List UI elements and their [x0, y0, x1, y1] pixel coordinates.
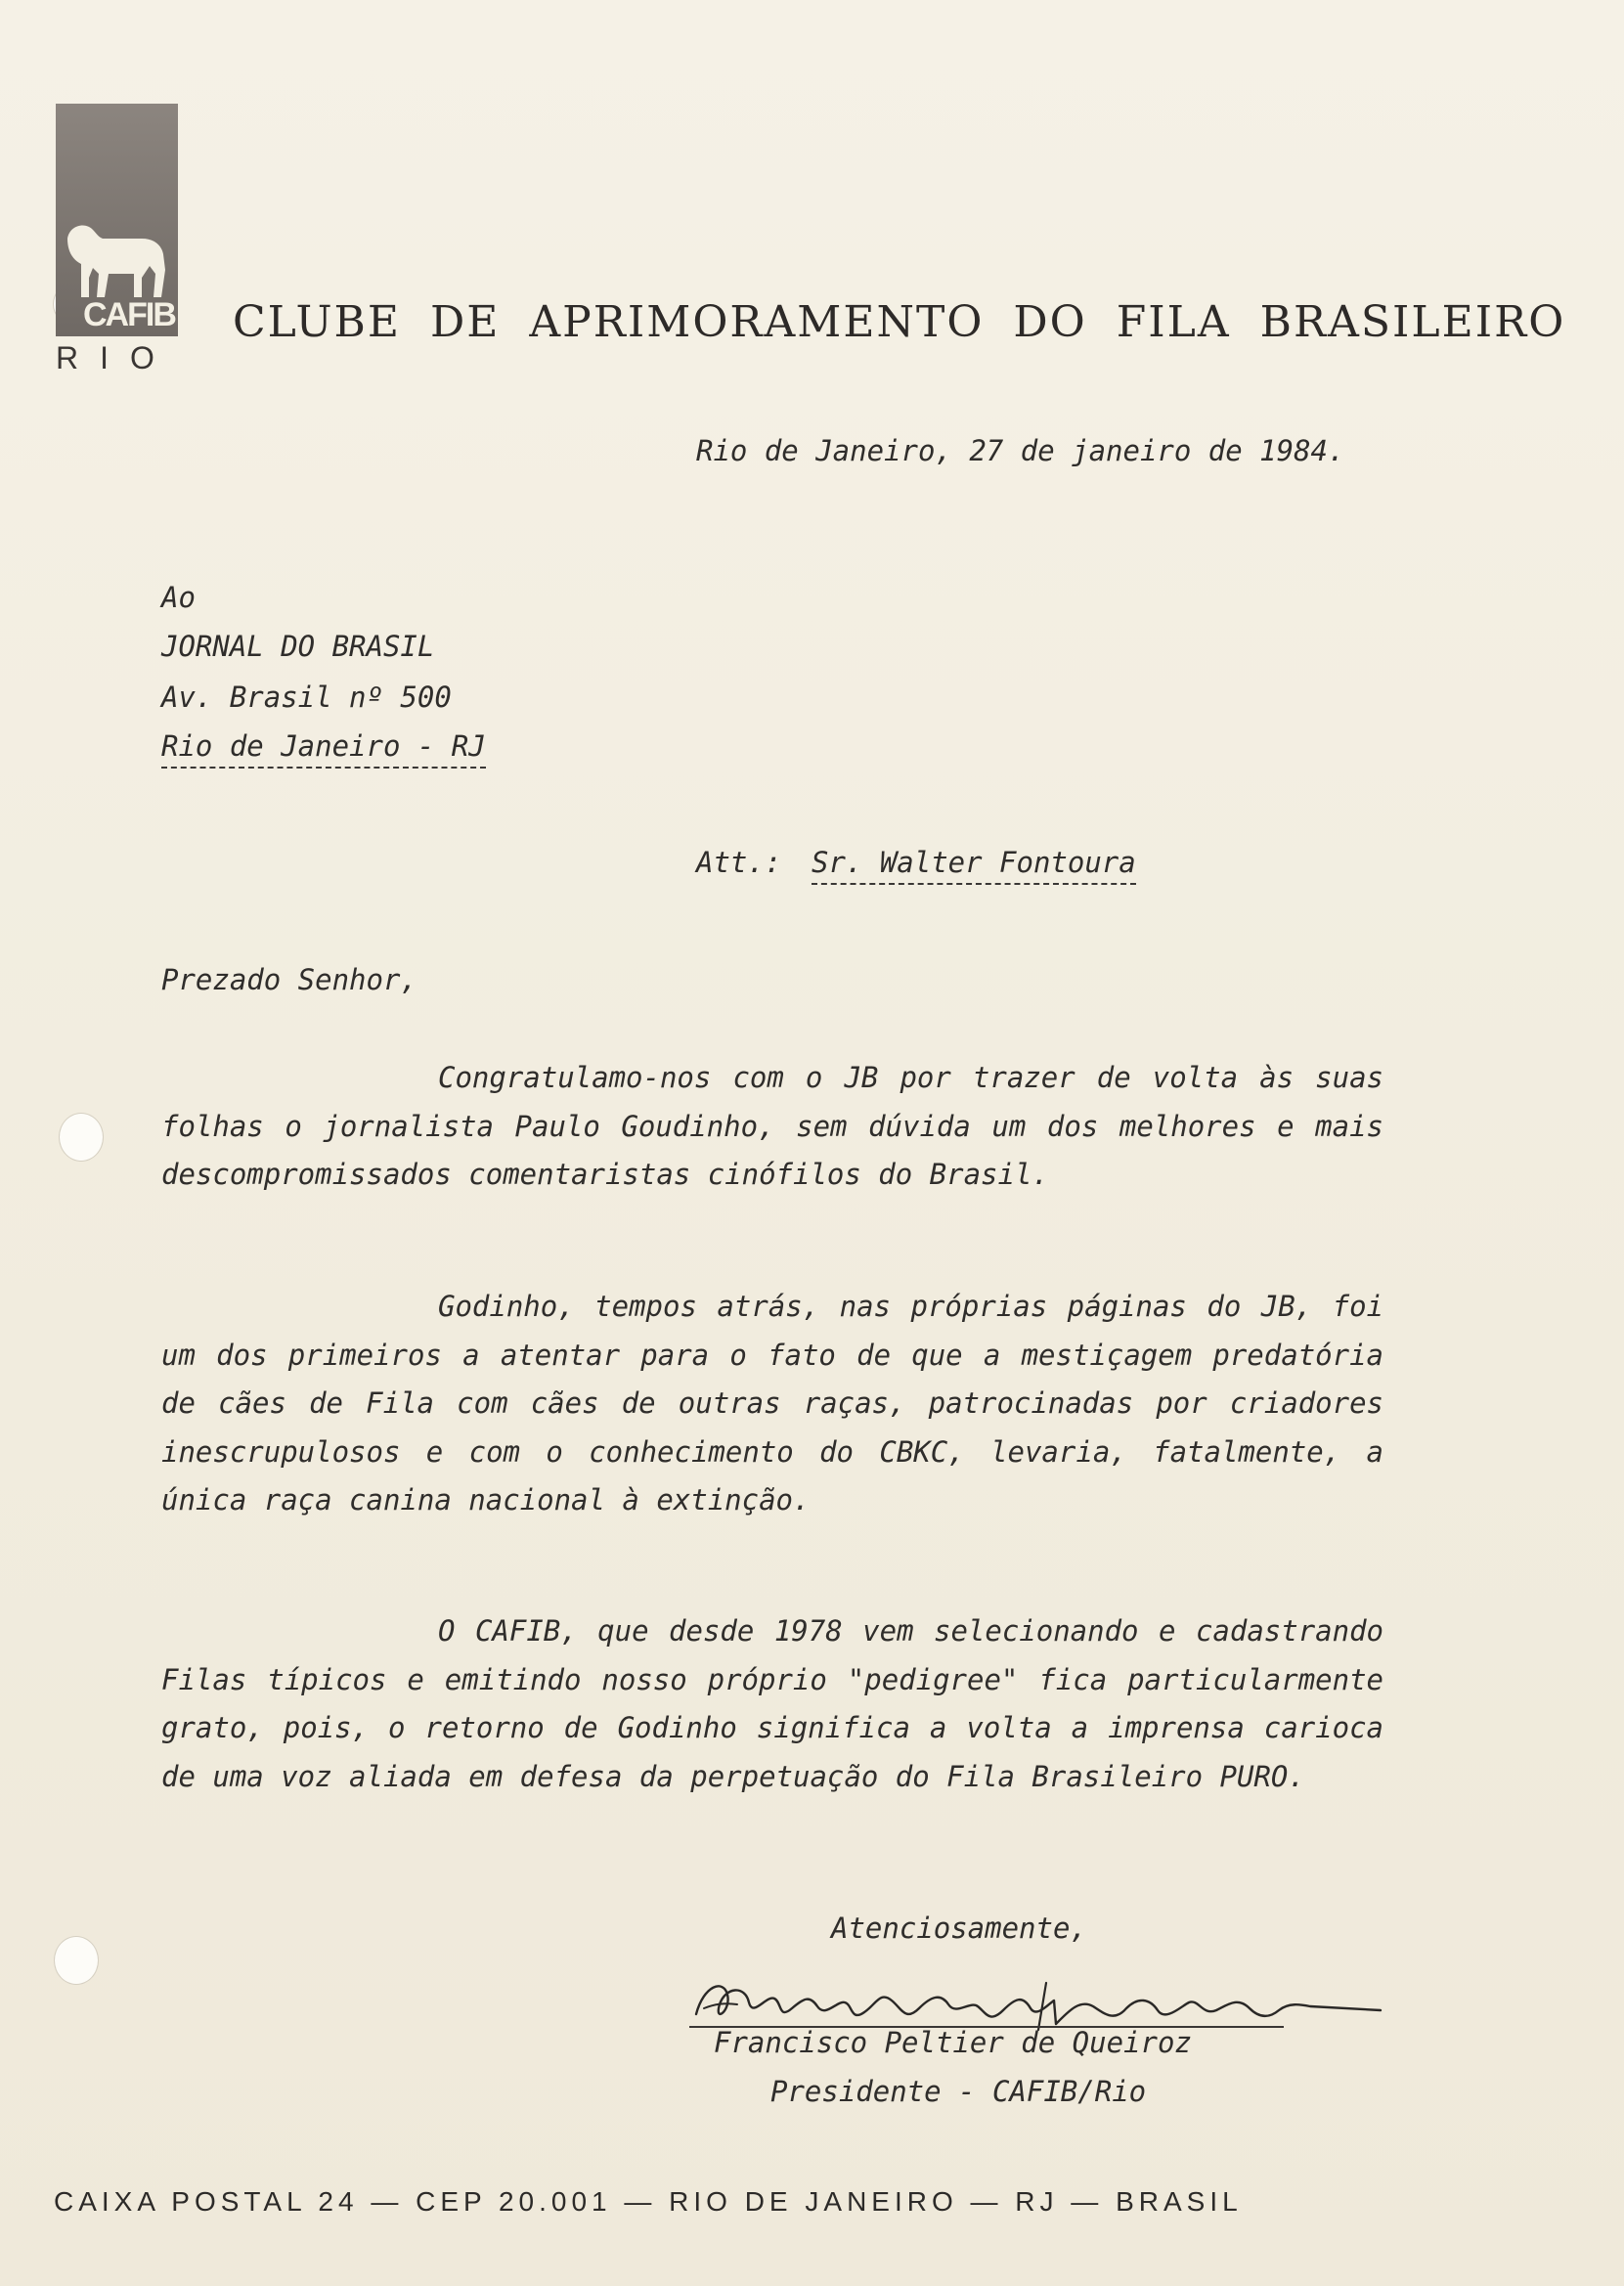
dog-silhouette-icon [60, 219, 175, 299]
body-paragraph-1: Congratulamo-nos com o JB por trazer de volta às suas folhas o jornalista Paulo Goudinho, sem dúvida um dos melhores e mais descompromissados comentaristas cinófilos do Brasil. [161, 1061, 1383, 1191]
club-name-heading: CLUBE DE APRIMORAMENTO DO FILA BRASILEIRO [233, 297, 1566, 347]
letterhead-footer: CAIXA POSTAL 24 — CEP 20.001 — RIO DE JANEIRO — RJ — BRASIL [54, 2186, 1243, 2217]
logo-city: RIO [56, 340, 176, 375]
punch-hole-upper [59, 1113, 104, 1162]
attention-person: Sr. Walter Fontoura [812, 846, 1136, 885]
body-paragraph-3: O CAFIB, que desde 1978 vem selecionando e cadastrando Filas típicos e emitindo nosso próprio "pedigree" fica particularmente grato, pois, o retorno de Godinho significa a volta a imprensa carioca de uma voz aliada em defesa da perpetuação do Fila Brasileiro PURO. [161, 1614, 1383, 1793]
signer-title: Presidente - CAFIB/Rio [770, 2075, 1147, 2108]
closing: Atenciosamente, [831, 1912, 1087, 1945]
logo-initials: CAFIB [83, 296, 175, 333]
club-logo [56, 104, 178, 336]
date-line: Rio de Janeiro, 27 de janeiro de 1984. [696, 434, 1345, 467]
recipient-name: JORNAL DO BRASIL [161, 630, 435, 663]
recipient-city: Rio de Janeiro - RJ [161, 729, 486, 769]
body-paragraph-2: Godinho, tempos atrás, nas próprias páginas do JB, foi um dos primeiros a atentar para o fato de que a mestiçagem predatória de cães de Fila com cães de outras raças, patrocinadas por criadores inescrupulosos e com o conhecimento do CBKC, levaria, fatalmente, a única raça canina nacional à extinção. [161, 1290, 1383, 1517]
attention-label: Att.: [696, 846, 782, 879]
recipient-street: Av. Brasil nº 500 [161, 681, 452, 714]
greeting: Prezado Senhor, [161, 963, 417, 996]
recipient-to: Ao [161, 581, 196, 614]
handwritten-signature [684, 1965, 1388, 2034]
punch-hole-lower [54, 1936, 99, 1985]
signer-name: Francisco Peltier de Queiroz [714, 2026, 1192, 2059]
